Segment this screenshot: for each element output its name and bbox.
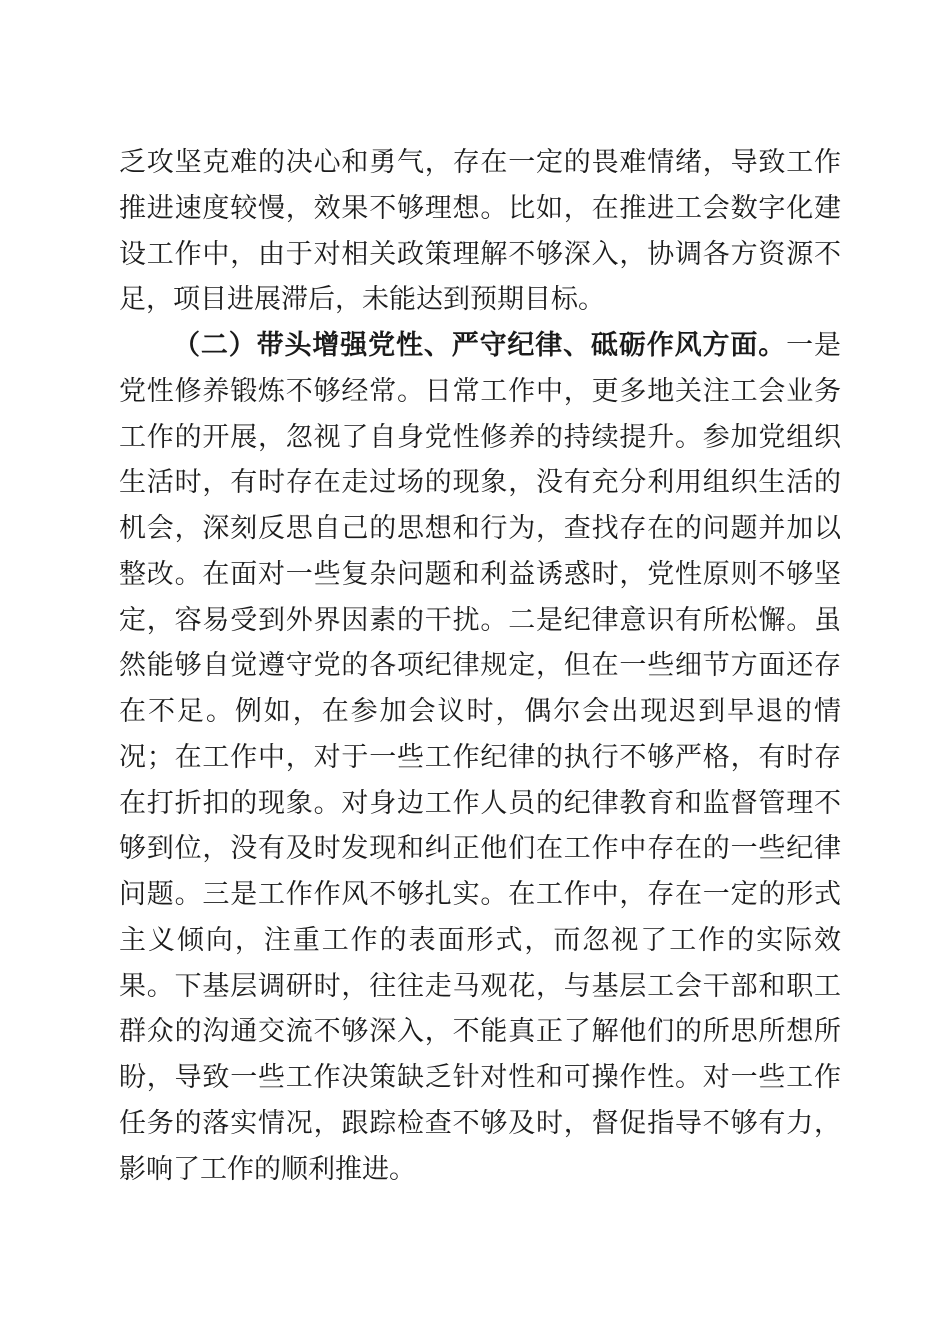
paragraph	[119, 140, 841, 323]
paragraph	[119, 323, 841, 1192]
document-body	[119, 140, 841, 1192]
bold-text-run: （二）带头增强党性、严守纪律、砥砺作风方面。	[173, 330, 787, 360]
text-run: 乏攻坚克难的决心和勇气，存在一定的畏难情绪，导致工作推进速度较慢，效果不够理想。比如，在推进工会数字化建设工作中，由于对相关政策理解不够深入，协调各方资源不足，项目进展滞后，未能达到预期目标。	[119, 147, 841, 315]
text-run: 一是党性修养锻炼不够经常。日常工作中，更多地关注工会业务工作的开展，忽视了自身党性修养的持续提升。参加党组织生活时，有时存在走过场的现象，没有充分利用组织生活的机会，深刻反思自己的思想和行为，查找存在的问题并加以整改。在面对一些复杂问题和利益诱惑时，党性原则不够坚定，容易受到外界因素的干扰。二是纪律意识有所松懈。虽然能够自觉遵守党的各项纪律规定，但在一些细节方面还存在不足。例如，在参加会议时，偶尔会出现迟到早退的情况；在工作中，对于一些工作纪律的执行不够严格，有时存在打折扣的现象。对身边工作人员的纪律教育和监督管理不够到位，没有及时发现和纠正他们在工作中存在的一些纪律问题。三是工作作风不够扎实。在工作中，存在一定的形式主义倾向，注重工作的表面形式，而忽视了工作的实际效果。下基层调研时，往往走马观花，与基层工会干部和职工群众的沟通交流不够深入，不能真正了解他们的所思所想所盼，导致一些工作决策缺乏针对性和可操作性。对一些工作任务的落实情况，跟踪检查不够及时，督促指导不够有力，影响了工作的顺利推进。	[119, 330, 842, 1184]
